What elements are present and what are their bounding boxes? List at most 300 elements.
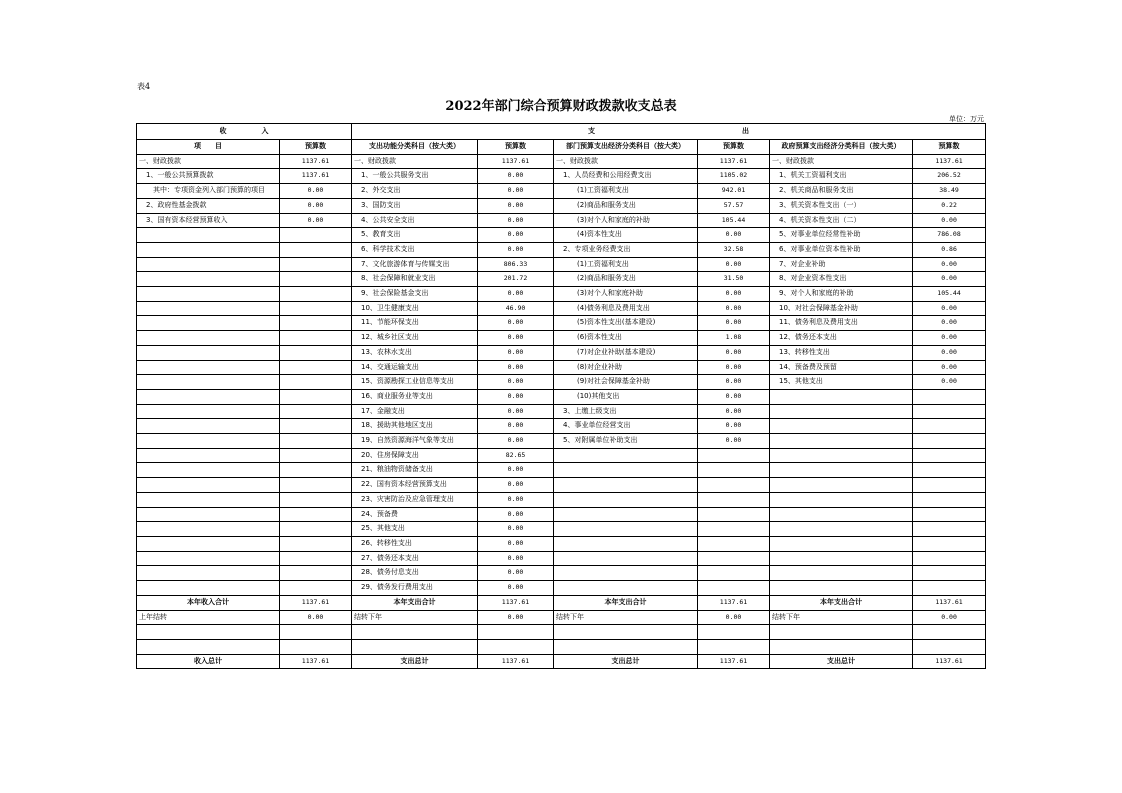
item-cell: 一、财政拨款 (770, 154, 913, 169)
item-cell: 24、预备费 (352, 507, 478, 522)
item-cell: (8)对企业补助 (554, 360, 698, 375)
item-cell: 9、对个人和家庭的补助 (770, 287, 913, 302)
item-cell: 26、转移性支出 (352, 536, 478, 551)
table-row (137, 287, 986, 302)
item-cell: 12、城乡社区支出 (352, 331, 478, 346)
table-row (137, 360, 986, 375)
item-cell (770, 478, 913, 493)
item-cell: 22、国有资本经营预算支出 (352, 478, 478, 493)
amount-cell (913, 463, 986, 478)
table-row (137, 198, 986, 213)
item-cell: 7、文化旅游体育与传媒支出 (352, 257, 478, 272)
amount-cell (280, 287, 352, 302)
amount-cell: 0.00 (913, 360, 986, 375)
item-cell: (4)债务利息及费用支出 (554, 301, 698, 316)
item-cell: 一、财政拨款 (352, 154, 478, 169)
amount-cell (280, 507, 352, 522)
amount-cell: 1137.61 (478, 595, 554, 610)
item-cell (137, 639, 280, 654)
income-group-header: 收 入 (137, 124, 352, 140)
amount-cell: 0.00 (698, 287, 770, 302)
table-row (137, 419, 986, 434)
amount-cell: 46.90 (478, 301, 554, 316)
item-cell (554, 507, 698, 522)
column-header: 预算数 (280, 140, 352, 155)
item-cell: 结转下年 (770, 610, 913, 625)
item-cell: 5、教育支出 (352, 228, 478, 243)
amount-cell (280, 536, 352, 551)
item-cell: 7、对企业补助 (770, 257, 913, 272)
amount-cell: 0.00 (698, 404, 770, 419)
item-cell: 3、国防支出 (352, 198, 478, 213)
item-cell (137, 551, 280, 566)
amount-cell (913, 478, 986, 493)
amount-cell: 0.00 (478, 463, 554, 478)
blank-row (137, 639, 986, 654)
item-cell: 25、其他支出 (352, 522, 478, 537)
item-cell: 14、交通运输支出 (352, 360, 478, 375)
amount-cell: 1137.61 (280, 595, 352, 610)
amount-cell: 0.00 (478, 389, 554, 404)
amount-cell: 0.00 (698, 389, 770, 404)
item-cell: 收入总计 (137, 654, 280, 669)
item-cell (137, 419, 280, 434)
item-cell: 本年收入合计 (137, 595, 280, 610)
amount-cell: 1105.02 (698, 169, 770, 184)
total-row (137, 654, 986, 669)
item-cell (137, 345, 280, 360)
amount-cell (913, 566, 986, 581)
table-row (137, 272, 986, 287)
item-cell: 结转下年 (352, 610, 478, 625)
item-cell (137, 228, 280, 243)
amount-cell: 0.00 (478, 184, 554, 199)
amount-cell: 0.00 (698, 345, 770, 360)
item-cell: 19、自然资源海洋气象等支出 (352, 434, 478, 449)
item-cell: 1、人员经费和公用经费支出 (554, 169, 698, 184)
item-cell: (1)工资福利支出 (554, 184, 698, 199)
amount-cell: 0.00 (478, 566, 554, 581)
amount-cell: 0.00 (478, 198, 554, 213)
item-cell: 3、上缴上级支出 (554, 404, 698, 419)
item-cell (137, 581, 280, 596)
item-cell: 21、粮油物资储备支出 (352, 463, 478, 478)
item-cell: 29、债务发行费用支出 (352, 581, 478, 596)
column-header: 政府预算支出经济分类科目（按大类） (770, 140, 913, 155)
table-row (137, 478, 986, 493)
item-cell (137, 301, 280, 316)
table-row (137, 448, 986, 463)
table-row (137, 581, 986, 596)
amount-cell: 1137.61 (913, 654, 986, 669)
amount-cell (913, 404, 986, 419)
item-cell (137, 507, 280, 522)
item-cell (770, 389, 913, 404)
amount-cell: 1.08 (698, 331, 770, 346)
unit-label: 单位：万元 (949, 115, 984, 123)
amount-cell: 0.00 (913, 316, 986, 331)
amount-cell (280, 566, 352, 581)
item-cell: 6、对事业单位资本性补助 (770, 242, 913, 257)
carryover-row (137, 610, 986, 625)
item-cell: (2)商品和服务支出 (554, 272, 698, 287)
amount-cell (698, 478, 770, 493)
amount-cell (280, 492, 352, 507)
table-row (137, 492, 986, 507)
item-cell: 10、对社会保障基金补助 (770, 301, 913, 316)
table-row (137, 375, 986, 390)
item-cell: 5、对事业单位经常性补助 (770, 228, 913, 243)
amount-cell: 0.00 (280, 213, 352, 228)
amount-cell: 105.44 (913, 287, 986, 302)
item-cell: 8、对企业资本性支出 (770, 272, 913, 287)
amount-cell: 0.86 (913, 242, 986, 257)
item-cell: 支出总计 (770, 654, 913, 669)
item-cell (137, 242, 280, 257)
amount-cell (913, 536, 986, 551)
item-cell: 4、事业单位经营支出 (554, 419, 698, 434)
amount-cell: 1137.61 (478, 154, 554, 169)
item-cell (770, 507, 913, 522)
amount-cell: 1137.61 (280, 154, 352, 169)
amount-cell (698, 522, 770, 537)
column-header: 部门预算支出经济分类科目（按大类） (554, 140, 698, 155)
item-cell (554, 551, 698, 566)
amount-cell: 0.00 (478, 419, 554, 434)
column-header: 预算数 (478, 140, 554, 155)
amount-cell (280, 478, 352, 493)
amount-cell (280, 404, 352, 419)
amount-cell (698, 448, 770, 463)
item-cell: 2、外交支出 (352, 184, 478, 199)
item-cell (770, 434, 913, 449)
amount-cell: 0.00 (478, 345, 554, 360)
amount-cell (698, 463, 770, 478)
table-row (137, 434, 986, 449)
item-cell (137, 463, 280, 478)
item-cell: 1、机关工资福利支出 (770, 169, 913, 184)
amount-cell: 0.00 (913, 213, 986, 228)
column-header: 预算数 (913, 140, 986, 155)
amount-cell: 0.00 (478, 360, 554, 375)
amount-cell: 1137.61 (698, 654, 770, 669)
item-cell (770, 522, 913, 537)
item-cell: 8、社会保障和就业支出 (352, 272, 478, 287)
amount-cell (913, 434, 986, 449)
item-cell (137, 404, 280, 419)
item-cell: 20、住房保障支出 (352, 448, 478, 463)
amount-cell (280, 272, 352, 287)
amount-cell (698, 551, 770, 566)
item-cell: 6、科学技术支出 (352, 242, 478, 257)
amount-cell (280, 581, 352, 596)
item-cell: 9、社会保险基金支出 (352, 287, 478, 302)
amount-cell (280, 551, 352, 566)
item-cell: (1)工资福利支出 (554, 257, 698, 272)
amount-cell (280, 639, 352, 654)
item-cell (137, 316, 280, 331)
amount-cell: 0.00 (478, 581, 554, 596)
amount-cell: 806.33 (478, 257, 554, 272)
amount-cell (913, 492, 986, 507)
item-cell: 17、金融支出 (352, 404, 478, 419)
item-cell: (9)对社会保障基金补助 (554, 375, 698, 390)
item-cell: 其中：专项资金列入部门预算的项目 (137, 184, 280, 199)
item-cell: 1、一般公共服务支出 (352, 169, 478, 184)
amount-cell: 942.01 (698, 184, 770, 199)
item-cell (137, 360, 280, 375)
item-cell: 1、一般公共预算拨款 (137, 169, 280, 184)
amount-cell: 0.00 (698, 434, 770, 449)
item-cell: 10、卫生健康支出 (352, 301, 478, 316)
amount-cell: 0.00 (280, 184, 352, 199)
item-cell (770, 536, 913, 551)
table-row (137, 404, 986, 419)
column-header: 支出功能分类科目（按大类） (352, 140, 478, 155)
item-cell: 16、商业服务业等支出 (352, 389, 478, 404)
amount-cell: 105.44 (698, 213, 770, 228)
item-cell (770, 639, 913, 654)
item-cell (770, 419, 913, 434)
item-cell (770, 463, 913, 478)
item-cell (137, 272, 280, 287)
table-row (137, 316, 986, 331)
item-cell (554, 478, 698, 493)
amount-cell (280, 228, 352, 243)
amount-cell: 0.00 (913, 331, 986, 346)
amount-cell: 0.00 (478, 287, 554, 302)
table-row (137, 389, 986, 404)
item-cell: 15、其他支出 (770, 375, 913, 390)
item-cell (352, 639, 478, 654)
item-cell (137, 448, 280, 463)
table-row (137, 566, 986, 581)
item-cell (137, 434, 280, 449)
amount-cell (698, 536, 770, 551)
item-cell (137, 257, 280, 272)
amount-cell: 0.00 (698, 257, 770, 272)
amount-cell (280, 448, 352, 463)
table-row (137, 345, 986, 360)
item-cell: 28、债务付息支出 (352, 566, 478, 581)
item-cell: 27、债务还本支出 (352, 551, 478, 566)
item-cell: 13、转移性支出 (770, 345, 913, 360)
amount-cell: 0.00 (913, 301, 986, 316)
table-row (137, 463, 986, 478)
amount-cell: 82.65 (478, 448, 554, 463)
item-cell: (5)资本性支出(基本建设) (554, 316, 698, 331)
item-cell (137, 492, 280, 507)
blank-row (137, 625, 986, 640)
amount-cell: 1137.61 (280, 169, 352, 184)
table-row (137, 536, 986, 551)
amount-cell: 1137.61 (913, 595, 986, 610)
item-cell (352, 625, 478, 640)
budget-summary-table (136, 123, 986, 669)
amount-cell: 0.00 (698, 375, 770, 390)
amount-cell: 31.50 (698, 272, 770, 287)
amount-cell (913, 581, 986, 596)
item-cell (137, 522, 280, 537)
table-row (137, 154, 986, 169)
amount-cell: 201.72 (478, 272, 554, 287)
amount-cell (280, 419, 352, 434)
amount-cell (280, 301, 352, 316)
item-cell: 一、财政拨款 (554, 154, 698, 169)
subtotal-row (137, 595, 986, 610)
table-row (137, 257, 986, 272)
item-cell: 13、农林水支出 (352, 345, 478, 360)
item-cell: 5、对附属单位补助支出 (554, 434, 698, 449)
column-header: 预算数 (698, 140, 770, 155)
amount-cell: 1137.61 (280, 654, 352, 669)
item-cell (137, 287, 280, 302)
item-cell (770, 581, 913, 596)
amount-cell (280, 625, 352, 640)
amount-cell (698, 507, 770, 522)
table-row (137, 301, 986, 316)
amount-cell: 0.00 (478, 551, 554, 566)
item-cell: 结转下年 (554, 610, 698, 625)
amount-cell (280, 242, 352, 257)
table-row (137, 213, 986, 228)
item-cell: (7)对企业补助(基本建设) (554, 345, 698, 360)
amount-cell: 206.52 (913, 169, 986, 184)
amount-cell (280, 375, 352, 390)
item-cell: 支出总计 (554, 654, 698, 669)
amount-cell (280, 389, 352, 404)
amount-cell: 0.00 (478, 375, 554, 390)
item-cell: (4)资本性支出 (554, 228, 698, 243)
amount-cell: 32.58 (698, 242, 770, 257)
amount-cell: 0.00 (698, 360, 770, 375)
amount-cell (280, 331, 352, 346)
amount-cell: 0.00 (913, 257, 986, 272)
amount-cell: 0.00 (478, 228, 554, 243)
amount-cell (913, 507, 986, 522)
item-cell (554, 536, 698, 551)
table-row (137, 522, 986, 537)
item-cell: (3)对个人和家庭补助 (554, 287, 698, 302)
amount-cell: 0.00 (478, 316, 554, 331)
amount-cell: 0.00 (280, 610, 352, 625)
amount-cell: 0.00 (478, 213, 554, 228)
amount-cell (280, 345, 352, 360)
item-cell (770, 404, 913, 419)
amount-cell: 0.22 (913, 198, 986, 213)
amount-cell: 1137.61 (698, 154, 770, 169)
amount-cell: 38.49 (913, 184, 986, 199)
amount-cell (280, 360, 352, 375)
amount-cell: 0.00 (478, 434, 554, 449)
item-cell: 本年支出合计 (770, 595, 913, 610)
amount-cell: 0.00 (913, 272, 986, 287)
item-cell (137, 536, 280, 551)
amount-cell: 0.00 (478, 478, 554, 493)
amount-cell: 0.00 (478, 242, 554, 257)
item-cell (554, 522, 698, 537)
table-row (137, 228, 986, 243)
expense-group-header: 支 出 (352, 124, 986, 140)
table-row (137, 507, 986, 522)
amount-cell: 786.08 (913, 228, 986, 243)
amount-cell (698, 639, 770, 654)
item-cell: 23、灾害防治及应急管理支出 (352, 492, 478, 507)
amount-cell (280, 316, 352, 331)
item-cell: 2、机关商品和服务支出 (770, 184, 913, 199)
amount-cell: 0.00 (478, 610, 554, 625)
amount-cell: 0.00 (698, 316, 770, 331)
table-number: 表4 (137, 82, 151, 91)
amount-cell (280, 522, 352, 537)
amount-cell: 0.00 (478, 536, 554, 551)
amount-cell (913, 551, 986, 566)
item-cell: 15、资源勘探工业信息等支出 (352, 375, 478, 390)
amount-cell: 57.57 (698, 198, 770, 213)
amount-cell: 1137.61 (698, 595, 770, 610)
amount-cell: 0.00 (478, 404, 554, 419)
amount-cell (698, 625, 770, 640)
item-cell: 一、财政拨款 (137, 154, 280, 169)
item-cell (137, 478, 280, 493)
item-cell (770, 625, 913, 640)
amount-cell: 1137.61 (478, 654, 554, 669)
amount-cell: 0.00 (478, 169, 554, 184)
amount-cell (478, 625, 554, 640)
item-cell (770, 492, 913, 507)
item-cell (137, 566, 280, 581)
amount-cell: 0.00 (698, 301, 770, 316)
item-cell: 支出总计 (352, 654, 478, 669)
amount-cell: 0.00 (698, 228, 770, 243)
item-cell: 2、政府性基金拨款 (137, 198, 280, 213)
item-cell: 2、专项业务经费支出 (554, 242, 698, 257)
item-cell (554, 581, 698, 596)
item-cell: (2)商品和服务支出 (554, 198, 698, 213)
amount-cell (913, 625, 986, 640)
amount-cell (913, 448, 986, 463)
item-cell: 本年支出合计 (352, 595, 478, 610)
item-cell: 12、债务还本支出 (770, 331, 913, 346)
item-cell (554, 463, 698, 478)
item-cell: 14、预备费及预留 (770, 360, 913, 375)
amount-cell (280, 463, 352, 478)
amount-cell: 0.00 (280, 198, 352, 213)
item-cell: 11、节能环保支出 (352, 316, 478, 331)
table-row (137, 242, 986, 257)
item-cell: (10)其他支出 (554, 389, 698, 404)
amount-cell: 1137.61 (913, 154, 986, 169)
amount-cell: 0.00 (478, 492, 554, 507)
item-cell (770, 551, 913, 566)
document-title: 2022年部门综合预算财政拨款收支总表 (445, 99, 677, 114)
item-cell (770, 566, 913, 581)
item-cell: (3)对个人和家庭的补助 (554, 213, 698, 228)
item-cell (554, 566, 698, 581)
item-cell: 上年结转 (137, 610, 280, 625)
item-cell (554, 639, 698, 654)
item-cell: 3、国有资本经营预算收入 (137, 213, 280, 228)
amount-cell (698, 581, 770, 596)
item-cell (137, 389, 280, 404)
amount-cell: 0.00 (478, 507, 554, 522)
item-cell (770, 448, 913, 463)
amount-cell: 0.00 (478, 522, 554, 537)
table-row (137, 184, 986, 199)
amount-cell (280, 257, 352, 272)
amount-cell: 0.00 (913, 610, 986, 625)
table-row (137, 169, 986, 184)
